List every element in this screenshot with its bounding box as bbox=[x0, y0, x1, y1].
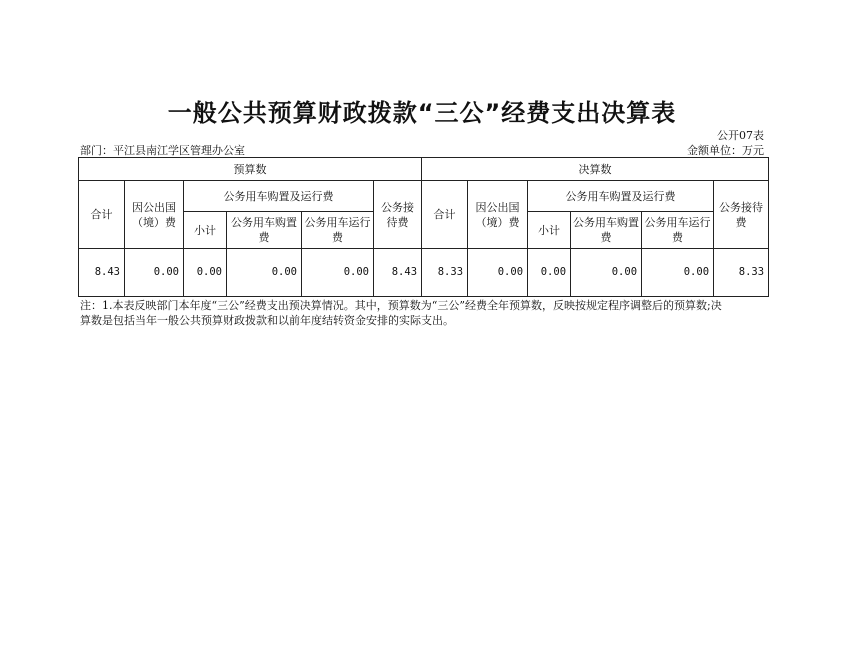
final-vehicle-operation-value: 0.00 bbox=[642, 249, 714, 297]
budget-subtotal-header: 小计 bbox=[184, 212, 227, 249]
budget-vehicle-operation-header: 公务用车运行费 bbox=[302, 212, 374, 249]
final-abroad-value: 0.00 bbox=[468, 249, 528, 297]
department-label: 部门：平江县南江学区管理办公室 bbox=[80, 144, 245, 157]
final-vehicle-group-header: 公务用车购置及运行费 bbox=[528, 181, 714, 212]
budget-abroad-value: 0.00 bbox=[125, 249, 184, 297]
budget-total-value: 8.43 bbox=[79, 249, 125, 297]
budget-vehicle-purchase-header: 公务用车购置费 bbox=[227, 212, 302, 249]
budget-subtotal-value: 0.00 bbox=[184, 249, 227, 297]
footnote bbox=[80, 298, 770, 328]
final-reception-value: 8.33 bbox=[714, 249, 769, 297]
final-subtotal-header: 小计 bbox=[528, 212, 571, 249]
budget-total-header: 合计 bbox=[79, 181, 125, 249]
table-row bbox=[79, 249, 769, 297]
form-number: 公开07表 bbox=[717, 129, 764, 142]
three-public-expenses-table bbox=[78, 157, 769, 297]
final-header: 决算数 bbox=[422, 158, 769, 181]
final-vehicle-purchase-header: 公务用车购置费 bbox=[571, 212, 642, 249]
budget-reception-value: 8.43 bbox=[374, 249, 422, 297]
budget-reception-header: 公务接待费 bbox=[374, 181, 422, 249]
footnote-line-2: 算数是包括当年一般公共预算财政拨款和以前年度结转资金安排的实际支出。 bbox=[80, 314, 454, 327]
final-total-header: 合计 bbox=[422, 181, 468, 249]
final-reception-header: 公务接待费 bbox=[714, 181, 769, 249]
budget-vehicle-group-header: 公务用车购置及运行费 bbox=[184, 181, 374, 212]
final-total-value: 8.33 bbox=[422, 249, 468, 297]
amount-unit-label: 金额单位：万元 bbox=[687, 144, 764, 157]
budget-vehicle-operation-value: 0.00 bbox=[302, 249, 374, 297]
budget-abroad-header: 因公出国（境）费 bbox=[125, 181, 184, 249]
final-subtotal-value: 0.00 bbox=[528, 249, 571, 297]
final-abroad-header: 因公出国（境）费 bbox=[468, 181, 528, 249]
footnote-line-1: 注：1.本表反映部门本年度“三公”经费支出预决算情况。其中，预算数为“三公”经费全年预算数，反映按规定程序调整后的预算数;决 bbox=[80, 299, 722, 312]
page-title: 一般公共预算财政拨款“三公”经费支出决算表 bbox=[167, 99, 677, 127]
budget-vehicle-purchase-value: 0.00 bbox=[227, 249, 302, 297]
final-vehicle-operation-header: 公务用车运行费 bbox=[642, 212, 714, 249]
final-vehicle-purchase-value: 0.00 bbox=[571, 249, 642, 297]
budget-header: 预算数 bbox=[79, 158, 422, 181]
